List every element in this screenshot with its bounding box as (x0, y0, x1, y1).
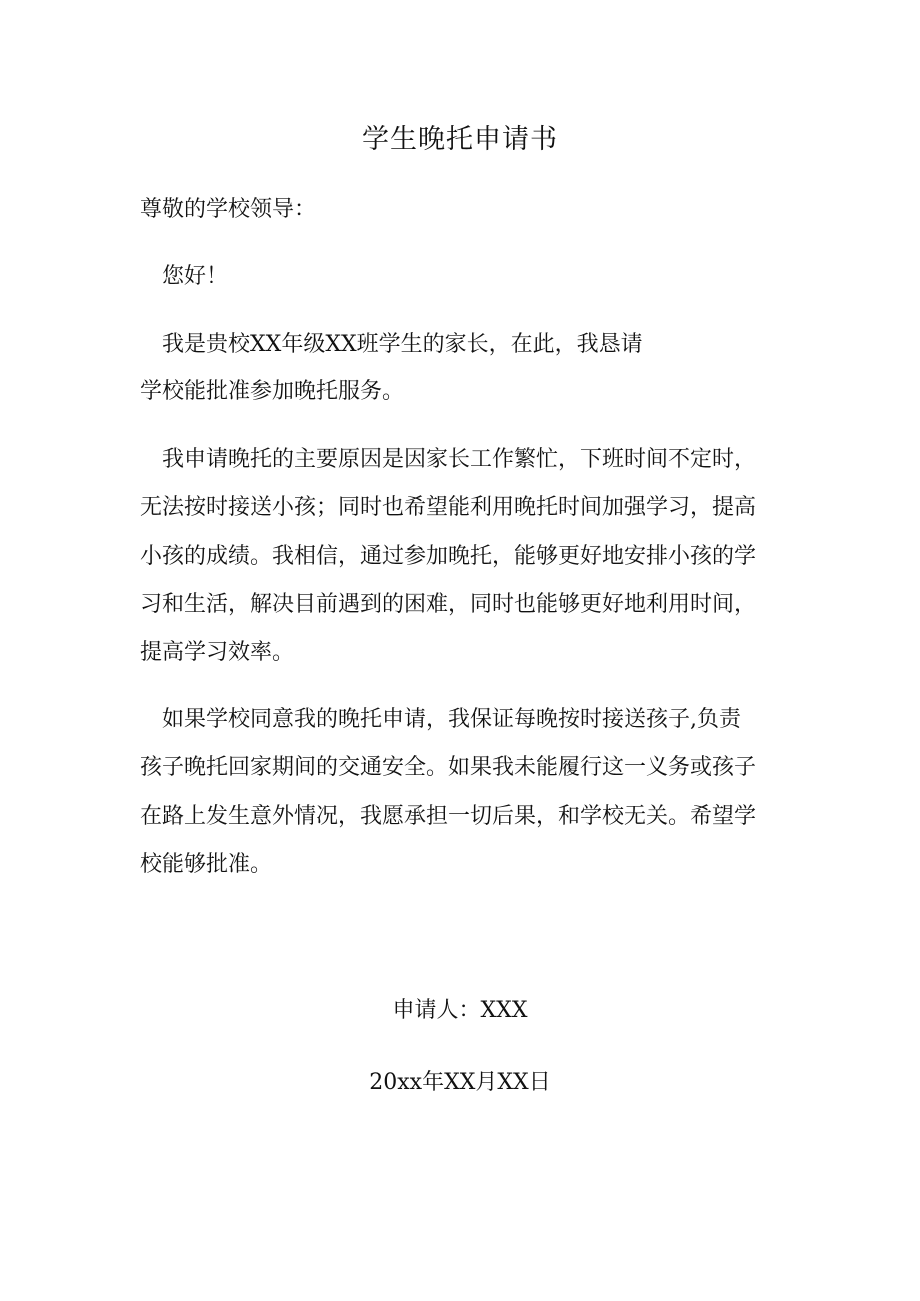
applicant-signature: 申请人：XXX (392, 998, 528, 1023)
document-title: 学生晚托申请书 (362, 124, 558, 155)
salutation: 尊敬的学校领导： (140, 197, 317, 222)
paragraph1-line2: 学校能批准参加晚托服务。 (140, 379, 405, 404)
paragraph2-line2: 无法按时接送小孩；同时也希望能利用晚托时间加强学习，提高 (140, 495, 757, 520)
paragraph2-line4: 习和生活，解决目前遇到的困难，同时也能够更好地利用时间， (140, 592, 757, 617)
paragraph3-line3: 在路上发生意外情况，我愿承担一切后果，和学校无关。希望学 (140, 804, 757, 829)
paragraph3-line2: 孩子晚托回家期间的交通安全。如果我未能履行这一义务或孩子 (140, 755, 757, 780)
paragraph2-line5: 提高学习效率。 (140, 640, 295, 665)
application-date: 20xx年XX月XX日 (369, 1070, 551, 1095)
paragraph3-line4: 校能够批准。 (140, 852, 273, 877)
paragraph2-line1: 我申请晚托的主要原因是因家长工作繁忙，下班时间不定时， (162, 447, 757, 472)
paragraph3-line1: 如果学校同意我的晚托申请，我保证每晚按时接送孩子,负责 (162, 707, 741, 732)
greeting: 您好！ (162, 264, 229, 289)
paragraph1-line1: 我是贵校XX年级XX班学生的家长，在此，我恳请 (162, 332, 643, 357)
paragraph2-line3: 小孩的成绩。我相信，通过参加晚托，能够更好地安排小孩的学 (140, 544, 757, 569)
